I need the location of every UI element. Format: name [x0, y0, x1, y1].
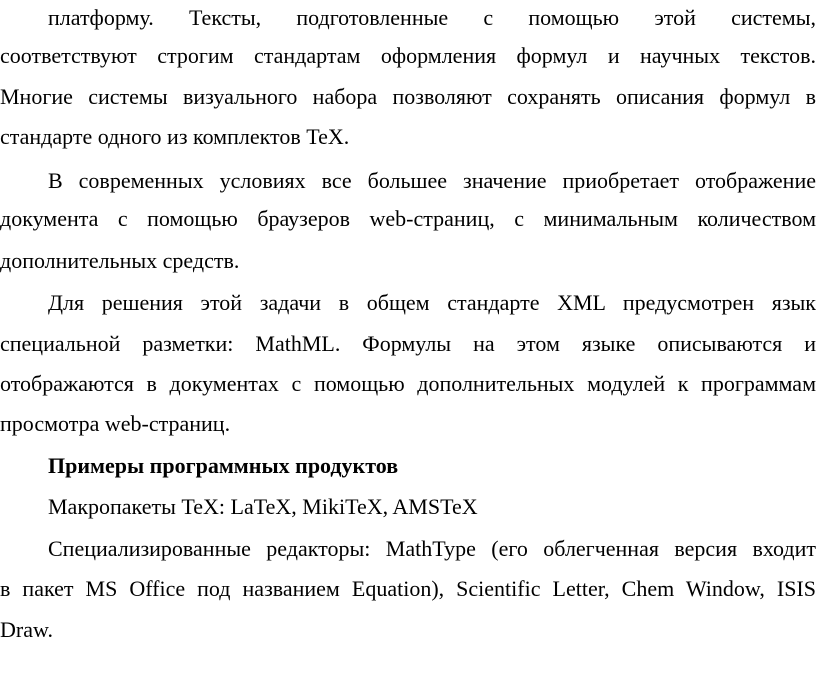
paragraph-line: платформу. Тексты, подготовленные с помощью этой системы,: [48, 5, 816, 30]
editors-line: Draw.: [0, 617, 53, 642]
paragraph-line: просмотра web-страниц.: [0, 411, 231, 436]
paragraph-line: Многие системы визуального набора позволяют сохранять описания формул в: [0, 84, 816, 109]
paragraph-line: документа с помощью браузеров web-страниц, с минимальным количеством: [0, 206, 816, 231]
editors-line: Специализированные редакторы: MathType (его облегченная версия входит: [48, 536, 816, 561]
editors-line: в пакет MS Office под названием Equation), Scientific Letter, Chem Window, ISIS: [0, 576, 816, 601]
paragraph-line: специальной разметки: MathML. Формулы на этом языке описываются и: [0, 331, 816, 356]
section-heading: Примеры программных продуктов: [48, 453, 399, 478]
paragraph-line: дополнительных средств.: [0, 248, 240, 273]
paragraph-line: стандарте одного из комплектов TeX.: [0, 124, 350, 149]
macro-packages-line: Макропакеты TeX: LaTeX, MikiTeX, AMSTeX: [48, 494, 478, 519]
paragraph-line: Для решения этой задачи в общем стандарте XML предусмотрен язык: [48, 290, 816, 315]
paragraph-line: В современных условиях все большее значение приобретает отображение: [48, 168, 816, 193]
paragraph-line: соответствуют строгим стандартам оформления формул и научных текстов.: [0, 43, 816, 68]
paragraph-line: отображаются в документах с помощью дополнительных модулей к программам: [0, 371, 816, 396]
